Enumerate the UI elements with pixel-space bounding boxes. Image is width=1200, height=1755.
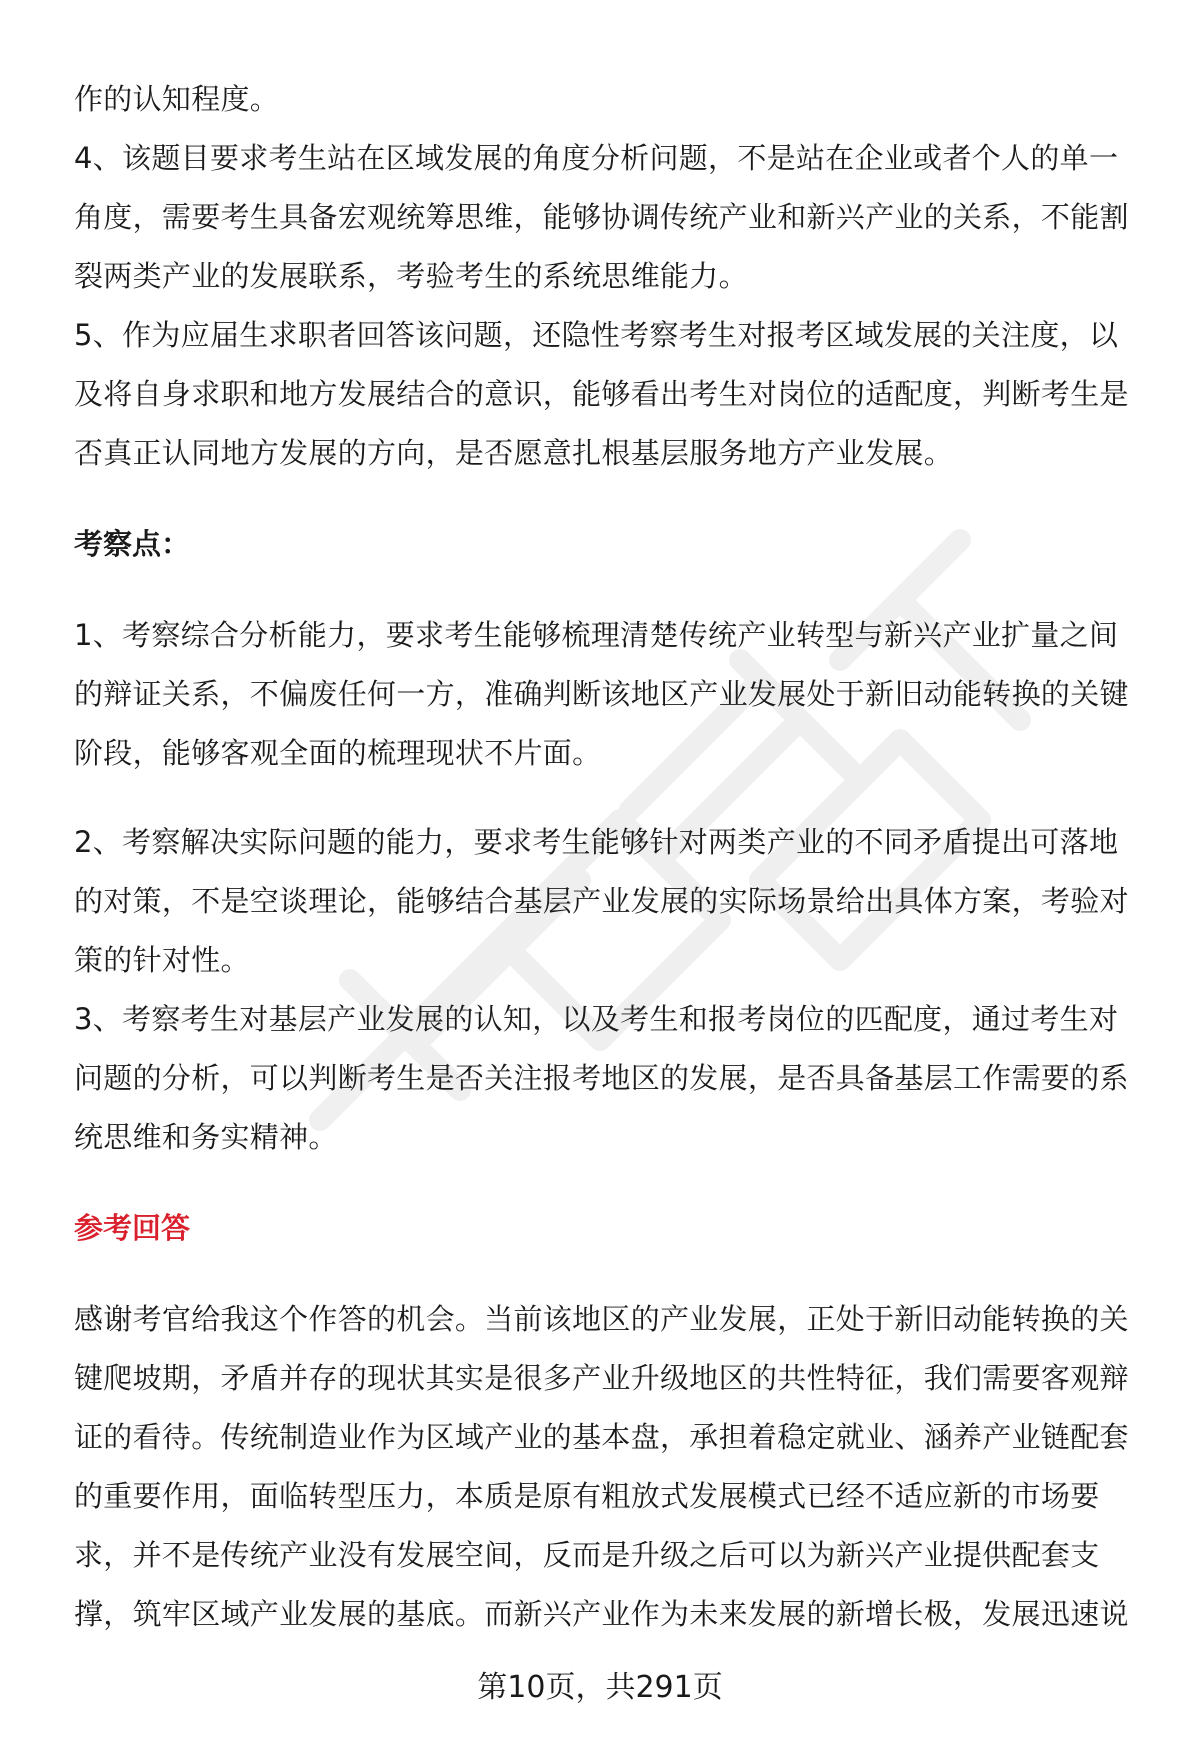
exam-point-item-2: 2、考察解决实际问题的能力，要求考生能够针对两类产业的不同矛盾提出可落地的对策，不是空谈理论，能够结合基层产业发展的实际场景给出具体方案，考验对策的针对性。 (74, 825, 1129, 977)
paragraph-point-5: 5、作为应届生求职者回答该问题，还隐性考察考生对报考区域发展的关注度，以及将自身求职和地方发展结合的意识，能够看出考生对岗位的适配度，判断考生是否真正认同地方发展的方向，是否愿意扎根基层服务地方产业发展。 (74, 318, 1129, 470)
page-number: 第10页，共291页 (477, 1670, 723, 1705)
exam-points-heading: 考察点： (74, 527, 191, 561)
exam-point-item-3: 3、考察考生对基层产业发展的认知，以及考生和报考岗位的匹配度，通过考生对问题的分析，可以判断考生是否关注报考地区的发展，是否具备基层工作需要的系统思维和务实精神。 (74, 1002, 1129, 1154)
paragraph-point-4: 4、该题目要求考生站在区域发展的角度分析问题，不是站在企业或者个人的单一角度，需要考生具备宏观统筹思维，能够协调传统产业和新兴产业的关系，不能割裂两类产业的发展联系，考验考生的系统思维能力。 (74, 141, 1129, 293)
exam-point-item-1: 1、考察综合分析能力，要求考生能够梳理清楚传统产业转型与新兴产业扩量之间的辩证关系，不偏废任何一方，准确判断该地区产业发展处于新旧动能转换的关键阶段，能够客观全面的梳理现状不片面。 (74, 618, 1129, 770)
main-content (74, 70, 1146, 1644)
paragraph-continuation: 作的认知程度。 (74, 82, 280, 116)
reference-answer-heading: 参考回答 (74, 1211, 191, 1245)
reference-answer-text: 感谢考官给我这个作答的机会。当前该地区的产业发展，正处于新旧动能转换的关键爬坡期，矛盾并存的现状其实是很多产业升级地区的共性特征，我们需要客观辩证的看待。传统制造业作为区域产业的基本盘，承担着稳定就业、涵养产业链配套的重要作用，面临转型压力，本质是原有粗放式发展模式已经不适应新的市场要求，并不是传统产业没有发展空间，反而是升级之后可以为新兴产业提供配套支撑，筑牢区域产业发展的基底。而新兴产业作为未来发展的新增长极，发展迅速说 (74, 1302, 1129, 1631)
